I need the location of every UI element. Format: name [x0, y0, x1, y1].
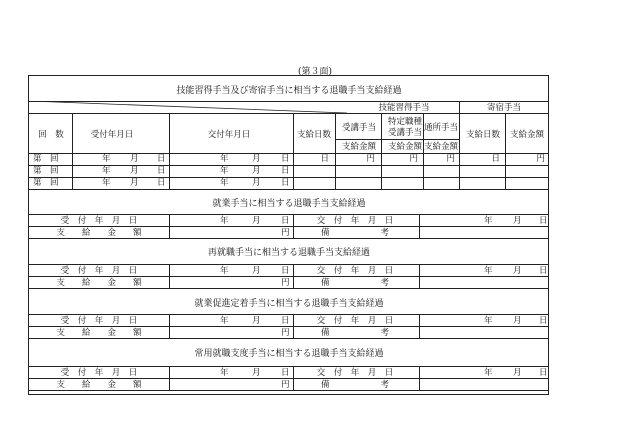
section-title: 常用就職支度手当に相当する退職手当支給経過	[194, 349, 384, 359]
year-mark: 年	[484, 316, 493, 326]
received-date-label: 受 付 年 月 日	[60, 368, 138, 378]
month-mark: 月	[252, 216, 261, 226]
day-mark: 日	[281, 154, 290, 164]
section-title: 就業手当に相当する退職手当支給経過	[212, 199, 366, 209]
yen-mark: 円	[536, 154, 545, 164]
yen-mark: 円	[446, 154, 455, 164]
year-mark: 年	[220, 316, 229, 326]
year-mark: 年	[484, 368, 493, 378]
col-special-course-2: 受講手当	[387, 128, 423, 138]
day-mark: 日	[539, 216, 548, 226]
year-mark: 年	[220, 178, 229, 188]
row-label: 第 回	[33, 178, 59, 188]
year-mark: 年	[484, 216, 493, 226]
day-mark: 日	[281, 216, 290, 226]
row-label: 第 回	[33, 154, 59, 164]
day-mark: 日	[491, 154, 500, 164]
year-mark: 年	[220, 154, 229, 164]
remarks-label: 備 考	[320, 380, 390, 390]
payment-amount-label: 支 給 金 額	[56, 228, 142, 238]
day-mark: 日	[320, 154, 329, 164]
issued-date-label: 交 付 年 月 日	[316, 266, 394, 276]
month-mark: 月	[513, 216, 522, 226]
month-mark: 月	[252, 178, 261, 188]
yen-mark: 円	[409, 154, 418, 164]
sub-amount-special: 支給金額	[387, 142, 423, 152]
issued-date-label: 交 付 年 月 日	[316, 216, 394, 226]
page-number: (第３面)	[297, 67, 333, 77]
group-skill-allowance: 技能習得手当	[378, 103, 430, 113]
month-mark: 月	[252, 166, 261, 176]
sub-amount-commute: 支給金額	[423, 142, 459, 152]
day-mark: 日	[539, 266, 548, 276]
month-mark: 月	[252, 154, 261, 164]
day-mark: 日	[281, 316, 290, 326]
day-mark: 日	[281, 178, 290, 188]
month-mark: 月	[513, 368, 522, 378]
month-mark: 月	[252, 368, 261, 378]
yen-mark: 円	[366, 154, 375, 164]
benefit-record-form	[28, 75, 549, 395]
sub-amount-course: 支給金額	[341, 142, 377, 152]
day-mark: 日	[157, 154, 166, 164]
col-lodging-days: 支給日数	[465, 130, 501, 140]
year-mark: 年	[220, 266, 229, 276]
year-mark: 年	[484, 266, 493, 276]
payment-amount-label: 支 給 金 額	[56, 380, 142, 390]
month-mark: 月	[130, 178, 139, 188]
day-mark: 日	[157, 166, 166, 176]
col-payment-days: 支給日数	[296, 130, 332, 140]
month-mark: 月	[252, 266, 261, 276]
received-date-label: 受 付 年 月 日	[60, 316, 138, 326]
year-mark: 年	[102, 178, 111, 188]
section1-title: 技能習得手当及び寄宿手当に相当する退職手当支給経過	[176, 86, 402, 96]
yen-mark: 円	[281, 278, 290, 288]
section-title: 就業促進定着手当に相当する退職手当支給経過	[194, 299, 384, 309]
remarks-label: 備 考	[320, 278, 390, 288]
col-course-allowance: 受講手当	[341, 123, 377, 133]
col-received-date: 受付年月日	[90, 130, 134, 140]
remarks-label: 備 考	[320, 228, 390, 238]
day-mark: 日	[157, 178, 166, 188]
col-issued-date: 交付年月日	[207, 130, 251, 140]
row-label: 第 回	[33, 166, 59, 176]
section-title: 再就職手当に相当する退職手当支給経過	[207, 248, 371, 258]
month-mark: 月	[513, 266, 522, 276]
col-commute-allowance: 通所手当	[423, 123, 459, 133]
yen-mark: 円	[281, 380, 290, 390]
month-mark: 月	[130, 154, 139, 164]
yen-mark: 円	[281, 228, 290, 238]
day-mark: 日	[539, 368, 548, 378]
col-count: 回 数	[38, 130, 64, 140]
year-mark: 年	[220, 368, 229, 378]
day-mark: 日	[539, 316, 548, 326]
month-mark: 月	[252, 316, 261, 326]
remarks-label: 備 考	[320, 328, 390, 338]
header-diagonal-line	[29, 101, 549, 113]
year-mark: 年	[102, 154, 111, 164]
day-mark: 日	[281, 368, 290, 378]
received-date-label: 受 付 年 月 日	[60, 216, 138, 226]
day-mark: 日	[281, 266, 290, 276]
issued-date-label: 交 付 年 月 日	[316, 368, 394, 378]
day-mark: 日	[281, 166, 290, 176]
year-mark: 年	[220, 216, 229, 226]
payment-amount-label: 支 給 金 額	[56, 278, 142, 288]
group-lodging-allowance: 寄宿手当	[486, 103, 522, 113]
col-lodging-amount: 支給金額	[509, 130, 545, 140]
col-special-course-1: 特定職種	[387, 117, 423, 127]
month-mark: 月	[130, 166, 139, 176]
month-mark: 月	[513, 316, 522, 326]
year-mark: 年	[220, 166, 229, 176]
issued-date-label: 交 付 年 月 日	[316, 316, 394, 326]
year-mark: 年	[102, 166, 111, 176]
received-date-label: 受 付 年 月 日	[60, 266, 138, 276]
payment-amount-label: 支 給 金 額	[56, 328, 142, 338]
yen-mark: 円	[281, 328, 290, 338]
